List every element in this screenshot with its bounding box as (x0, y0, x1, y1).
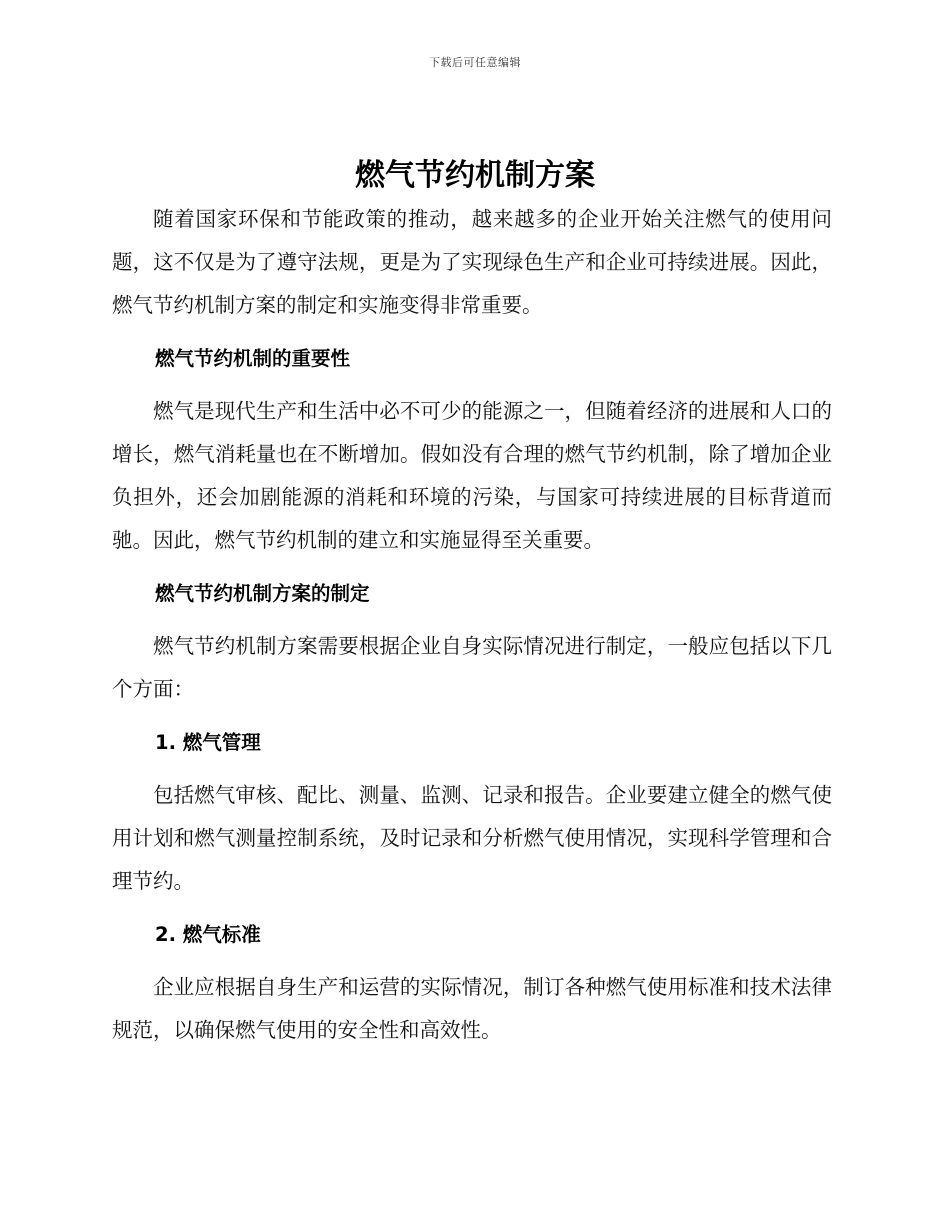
paragraph-standard: 企业应根据自身生产和运营的实际情况，制订各种燃气使用标准和技术法律规范，以确保燃气使用的安全性和高效性。 (112, 975, 832, 1042)
paragraph-intro: 随着国家环保和节能政策的推动，越来越多的企业开始关注燃气的使用问题，这不仅是为了遵守法规，更是为了实现绿色生产和企业可持续进展。因此，燃气节约机制方案的制定和实施变得非常重要。 (112, 207, 832, 317)
heading-importance: 燃气节约机制的重要性 (155, 347, 351, 370)
document-title: 燃气节约机制方案 (355, 158, 595, 193)
heading-standard: 2. 燃气标准 (155, 923, 261, 946)
paragraph-formulation: 燃气节约机制方案需要根据企业自身实际情况进行制定，一般应包括以下几个方面： (112, 634, 832, 701)
heading-formulation: 燃气节约机制方案的制定 (155, 582, 370, 605)
paragraph-importance: 燃气是现代生产和生活中必不可少的能源之一，但随着经济的进展和人口的增长，燃气消耗量也在不断增加。假如没有合理的燃气节约机制，除了增加企业负担外，还会加剧能源的消耗和环境的污染，与国家可持续进展的目标背道而驰。因此，燃气节约机制的建立和实施显得至关重要。 (112, 399, 832, 552)
header-note: 下载后可任意编辑 (429, 56, 521, 69)
document-body (112, 198, 832, 1052)
paragraph-management: 包括燃气审核、配比、测量、监测、记录和报告。企业要建立健全的燃气使用计划和燃气测量控制系统，及时记录和分析燃气使用情况，实现科学管理和合理节约。 (112, 783, 832, 893)
heading-management: 1. 燃气管理 (155, 731, 261, 754)
